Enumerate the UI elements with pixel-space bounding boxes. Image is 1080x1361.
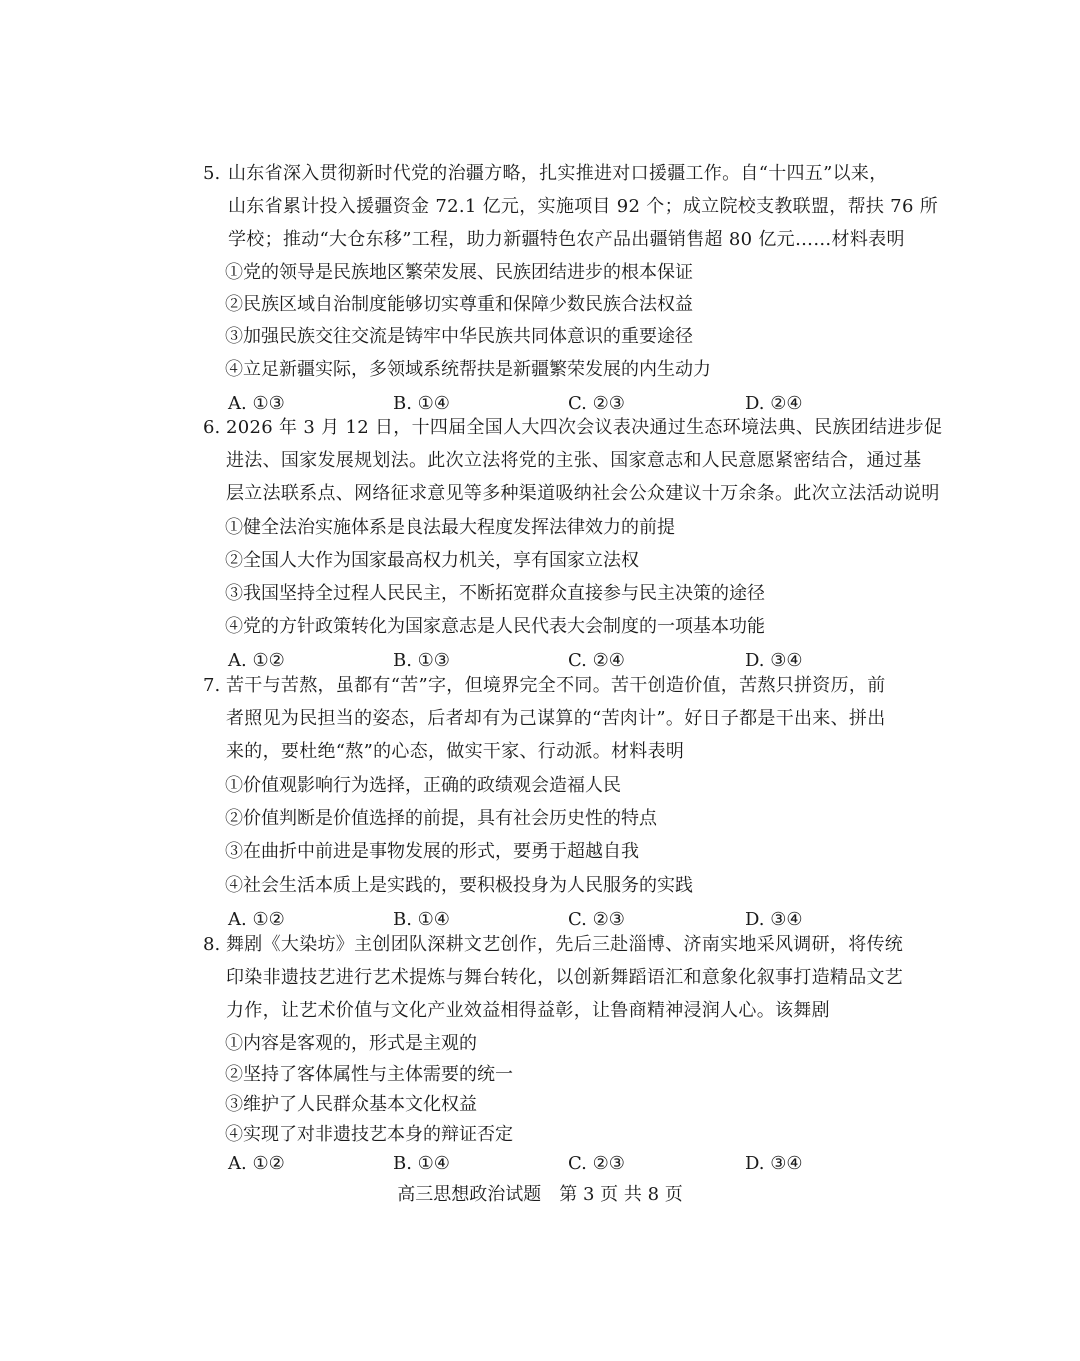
statement-option: ②坚持了客体属性与主体需要的统一 (225, 1064, 513, 1085)
statement-option: ③维护了人民群众基本文化权益 (225, 1094, 477, 1115)
answer-choice-b: B. ①③ (393, 650, 450, 671)
question-stem-line: 学校；推动“大仓东移”工程，助力新疆特色农产品出疆销售超 80 亿元……材料表明 (228, 229, 905, 250)
question-number: 7. (203, 675, 221, 696)
answer-choice-c: C. ②④ (568, 650, 625, 671)
answer-choice-a: A. ①② (228, 1153, 285, 1174)
question-stem-line: 山东省深入贯彻新时代党的治疆方略，扎实推进对口援疆工作。自“十四五”以来， (228, 163, 888, 184)
question-stem-line: 来的，要杜绝“熬”的心态，做实干家、行动派。材料表明 (226, 741, 685, 762)
statement-option: ③我国坚持全过程人民民主，不断拓宽群众直接参与民主决策的途径 (225, 583, 765, 604)
answer-choice-b: B. ①④ (393, 1153, 450, 1174)
statement-option: ③在曲折中前进是事物发展的形式，要勇于超越自我 (225, 841, 639, 862)
question-stem-line: 苦干与苦熬，虽都有“苦”字，但境界完全不同。苦干创造价值，苦熬只拼资历，前 (226, 675, 886, 696)
statement-option: ③加强民族交往交流是铸牢中华民族共同体意识的重要途径 (225, 326, 693, 347)
page-footer: 高三思想政治试题 第 3 页 共 8 页 (397, 1184, 683, 1205)
statement-option: ④社会生活本质上是实践的，要积极投身为人民服务的实践 (225, 875, 693, 896)
question-stem-line: 印染非遗技艺进行艺术提炼与舞台转化，以创新舞蹈语汇和意象化叙事打造精品文艺 (226, 967, 904, 988)
answer-choice-c: C. ②③ (568, 909, 625, 930)
answer-choice-a: A. ①② (228, 909, 285, 930)
statement-option: ②民族区域自治制度能够切实尊重和保障少数民族合法权益 (225, 294, 693, 315)
statement-option: ④党的方针政策转化为国家意志是人民代表大会制度的一项基本功能 (225, 616, 765, 637)
question-stem-line: 2026 年 3 月 12 日，十四届全国人大四次会议表决通过生态环境法典、民族团结进步促 (226, 417, 943, 438)
statement-option: ②全国人大作为国家最高权力机关，享有国家立法权 (225, 550, 639, 571)
answer-choice-a: A. ①② (228, 650, 285, 671)
question-stem-line: 舞剧《大染坊》主创团队深耕文艺创作，先后三赴淄博、济南实地采风调研，将传统 (226, 934, 904, 955)
answer-choice-c: C. ②③ (568, 393, 625, 414)
question-number: 6. (203, 417, 221, 438)
answer-choice-d: D. ③④ (745, 650, 803, 671)
question-stem-line: 层立法联系点、网络征求意见等多种渠道吸纳社会公众建议十万余条。此次立法活动说明 (226, 483, 940, 504)
statement-option: ①内容是客观的，形式是主观的 (225, 1033, 477, 1054)
answer-choice-b: B. ①④ (393, 393, 450, 414)
statement-option: ①价值观影响行为选择，正确的政绩观会造福人民 (225, 775, 621, 796)
question-stem-line: 者照见为民担当的姿态，后者却有为己谋算的“苦肉计”。好日子都是干出来、拼出 (226, 708, 886, 729)
answer-choice-d: D. ③④ (745, 909, 803, 930)
answer-choice-a: A. ①③ (228, 393, 285, 414)
answer-choice-d: D. ②④ (745, 393, 803, 414)
question-number: 8. (203, 934, 221, 955)
question-stem-line: 进法、国家发展规划法。此次立法将党的主张、国家意志和人民意愿紧密结合，通过基 (226, 450, 922, 471)
statement-option: ④实现了对非遗技艺本身的辩证否定 (225, 1124, 513, 1145)
answer-choice-d: D. ③④ (745, 1153, 803, 1174)
answer-choice-c: C. ②③ (568, 1153, 625, 1174)
statement-option: ①健全法治实施体系是良法最大程度发挥法律效力的前提 (225, 517, 675, 538)
question-stem-line: 力作，让艺术价值与文化产业效益相得益彰，让鲁商精神浸润人心。该舞剧 (226, 1000, 830, 1021)
question-stem-line: 山东省累计投入援疆资金 72.1 亿元，实施项目 92 个；成立院校支教联盟，帮扶 76 所 (228, 196, 939, 217)
statement-option: ①党的领导是民族地区繁荣发展、民族团结进步的根本保证 (225, 262, 693, 283)
answer-choice-b: B. ①④ (393, 909, 450, 930)
statement-option: ④立足新疆实际，多领域系统帮扶是新疆繁荣发展的内生动力 (225, 359, 711, 380)
statement-option: ②价值判断是价值选择的前提，具有社会历史性的特点 (225, 808, 657, 829)
question-number: 5. (203, 163, 221, 184)
